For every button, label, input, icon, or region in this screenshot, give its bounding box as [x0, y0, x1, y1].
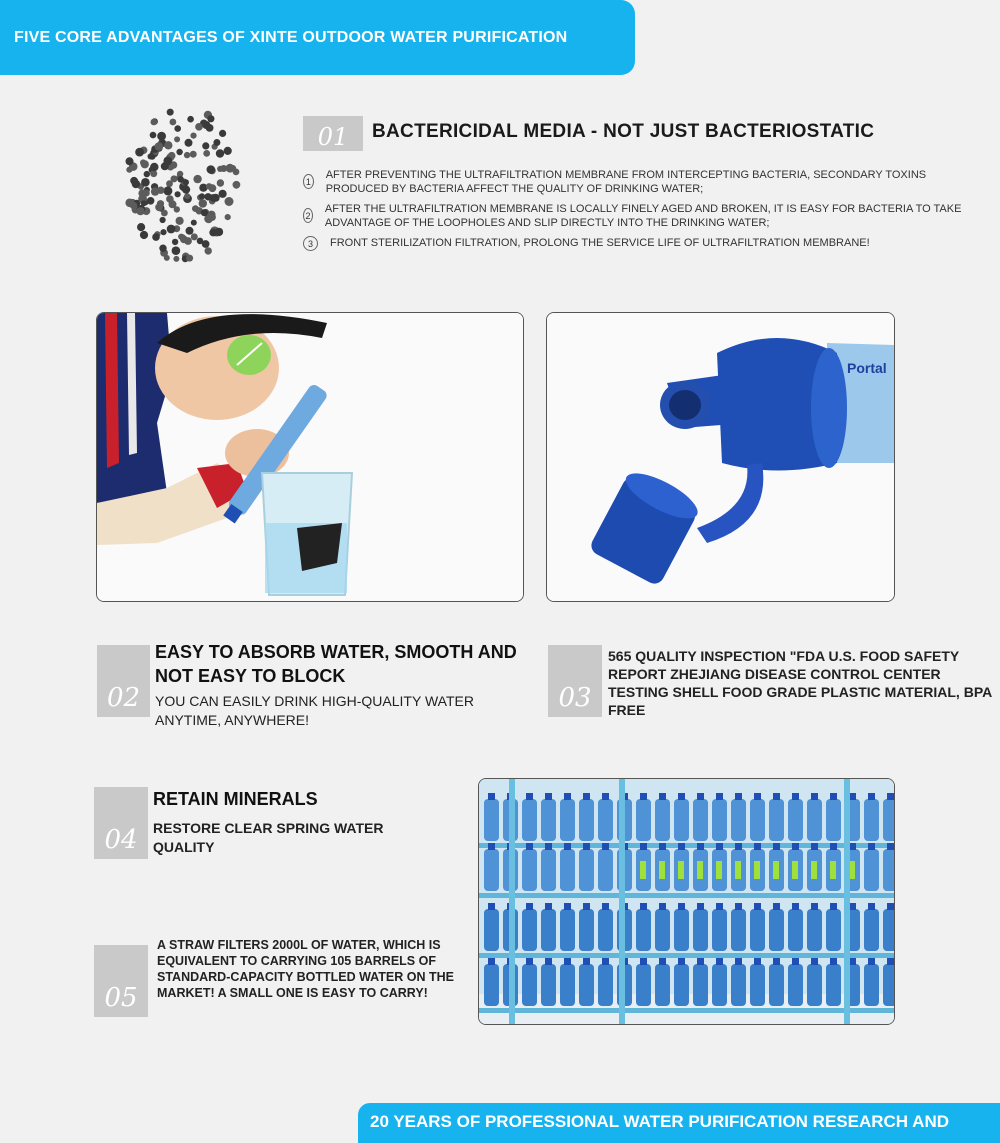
circled-number: 2 [303, 208, 313, 223]
bottom-banner-text: 20 YEARS OF PROFESSIONAL WATER PURIFICATION RESEARCH AND [370, 1112, 950, 1131]
circled-number: 1 [303, 174, 314, 189]
section1-title: BACTERICIDAL MEDIA - NOT JUST BACTERIOSTATIC [372, 121, 875, 142]
section5-number-box [94, 945, 148, 1017]
product-label: Portal [847, 360, 887, 376]
section4-number: 04 [104, 825, 138, 855]
filter-mouthpiece-photo [546, 312, 895, 602]
bottom-banner [358, 1103, 1000, 1143]
section1-item-text: AFTER THE ULTRAFILTRATION MEMBRANE IS LOCALLY FINELY AGED AND BROKEN, IT IS EASY FOR BACTERIA TO TAKE ADVANTAGE OF THE LOOPHOLES AND SLIP DIRECTLY INTO THE DRINKING WATER; [324, 203, 962, 229]
top-banner [0, 0, 635, 75]
ceramic-beads-image [110, 95, 255, 280]
section1-number-box [303, 116, 363, 151]
section5-number: 05 [104, 983, 138, 1013]
section4-number-box [94, 787, 148, 859]
child-drinking-photo [96, 312, 524, 602]
section5-text: A STRAW FILTERS 2000L OF WATER, WHICH IS EQUIVALENT TO CARRYING 105 BARRELS OF STANDARD-CAPACITY BOTTLED WATER ON THE MARKET! A SMALL ONE IS EASY TO CARRY! [157, 938, 454, 1000]
section1-number: 01 [317, 123, 349, 151]
bottled-water-warehouse-photo [478, 778, 895, 1025]
section1-item-text: AFTER PREVENTING THE ULTRAFILTRATION MEMBRANE FROM INTERCEPTING BACTERIA, SECONDARY TOXINS PRODUCED BY BACTERIA AFFECT THE QUALITY OF DRINKING WATER; [325, 169, 927, 195]
section1-item [303, 236, 983, 251]
section3-text: 565 QUALITY INSPECTION "FDA U.S. FOOD SAFETY REPORT ZHEJIANG DISEASE CONTROL CENTER TESTING SHELL FOOD GRADE PLASTIC MATERIAL, BPA FREE [608, 648, 992, 718]
top-banner-text: FIVE CORE ADVANTAGES OF XINTE OUTDOOR WATER PURIFICATION [14, 28, 568, 46]
section1-item [303, 168, 983, 196]
section4-text: RESTORE CLEAR SPRING WATER QUALITY [153, 820, 384, 855]
section2-title: EASY TO ABSORB WATER, SMOOTH AND NOT EASY TO BLOCK [155, 642, 517, 686]
section2-number-box [97, 645, 150, 717]
section1-item-text: FRONT STERILIZATION FILTRATION, PROLONG THE SERVICE LIFE OF ULTRAFILTRATION MEMBRANE! [330, 237, 870, 249]
section3-number-box [548, 645, 602, 717]
section2-text: YOU CAN EASILY DRINK HIGH-QUALITY WATER ANYTIME, ANYWHERE! [155, 693, 474, 728]
section4-title: RETAIN MINERALS [153, 789, 318, 809]
section2-text-block [155, 640, 525, 730]
section1-item [303, 202, 983, 230]
section3-number: 03 [558, 683, 592, 713]
section4-text-block [153, 787, 453, 857]
section1-list [303, 168, 983, 251]
circled-number: 3 [303, 236, 318, 251]
section2-number: 02 [106, 683, 141, 713]
